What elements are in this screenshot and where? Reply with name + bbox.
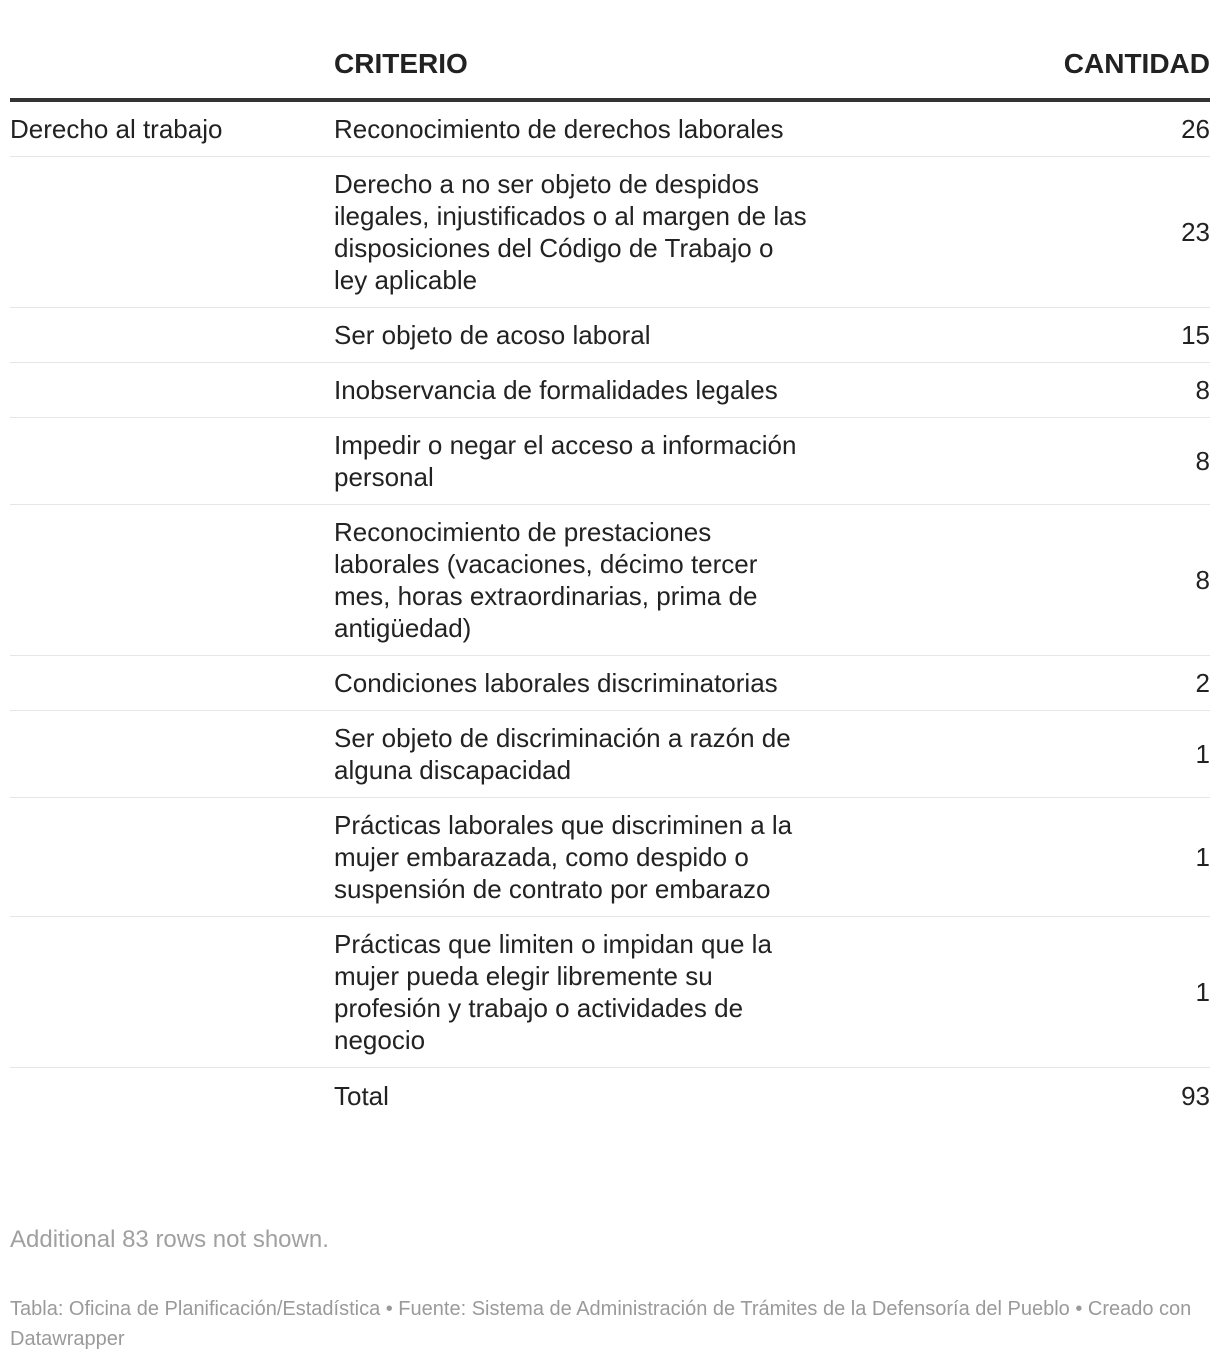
row-criterio	[334, 505, 814, 656]
criterio-text: Inobservancia de formalidades legales	[334, 375, 778, 405]
row-criterio	[334, 100, 814, 157]
table-row	[10, 917, 1210, 1068]
criterio-text: Prácticas que limiten o impidan que la mujer pueda elegir libremente su profesión y trabajo o actividades de negocio	[334, 929, 772, 1055]
row-category	[10, 157, 334, 308]
table-row	[10, 100, 1210, 157]
criterio-text: Reconocimiento de derechos laborales	[334, 114, 784, 144]
row-category	[10, 917, 334, 1068]
table-row	[10, 656, 1210, 711]
criterio-text: Impedir o negar el acceso a información personal	[334, 430, 797, 492]
row-cantidad: 26	[814, 100, 1210, 157]
criterio-text: Ser objeto de acoso laboral	[334, 320, 651, 350]
table-row	[10, 157, 1210, 308]
row-cantidad: 8	[814, 363, 1210, 418]
row-cantidad: 1	[814, 798, 1210, 917]
table-row	[10, 505, 1210, 656]
row-category	[10, 656, 334, 711]
table-row	[10, 711, 1210, 798]
row-criterio	[334, 308, 814, 363]
table-row	[10, 798, 1210, 917]
row-criterio	[334, 656, 814, 711]
column-header-cantidad: CANTIDAD	[814, 0, 1210, 100]
criterio-text: Prácticas laborales que discriminen a la mujer embarazada, como despido o suspensión de contrato por embarazo	[334, 810, 793, 904]
row-cantidad: 1	[814, 917, 1210, 1068]
row-cantidad: 8	[814, 418, 1210, 505]
row-cantidad: 15	[814, 308, 1210, 363]
row-criterio	[334, 157, 814, 308]
table-notes: Additional 83 rows not shown.	[10, 1226, 329, 1253]
row-category	[10, 711, 334, 798]
table-row	[10, 1068, 1210, 1125]
criterio-text: Condiciones laborales discriminatorias	[334, 668, 778, 698]
table-row	[10, 418, 1210, 505]
row-cantidad: 8	[814, 505, 1210, 656]
row-cantidad: 93	[1181, 1081, 1210, 1111]
column-header-category	[10, 0, 334, 100]
table-row	[10, 308, 1210, 363]
source-footer: Tabla: Oficina de Planificación/Estadística • Fuente: Sistema de Administración de Trámites de la Defensoría del Pueblo • Creado con Datawrapper	[10, 1298, 1192, 1350]
row-category	[10, 798, 334, 917]
row-criterio	[334, 1068, 814, 1125]
table-body	[10, 100, 1210, 1124]
table-container	[10, 0, 1210, 1124]
column-header-criterio: CRITERIO	[334, 0, 814, 100]
row-category	[10, 363, 334, 418]
row-criterio	[334, 917, 814, 1068]
row-criterio	[334, 418, 814, 505]
criterio-text: Derecho a no ser objeto de despidos ilegales, injustificados o al margen de las disposiciones del Código de Trabajo o ley aplicable	[334, 169, 807, 295]
row-cantidad: 23	[814, 157, 1210, 308]
row-category: Derecho al trabajo	[10, 100, 334, 157]
row-category	[10, 1068, 334, 1125]
data-table	[10, 0, 1210, 1124]
table-row	[10, 363, 1210, 418]
row-category	[10, 308, 334, 363]
row-category	[10, 505, 334, 656]
row-criterio	[334, 798, 814, 917]
table-header-row	[10, 0, 1210, 100]
row-category	[10, 418, 334, 505]
row-cantidad: 2	[814, 656, 1210, 711]
row-criterio	[334, 363, 814, 418]
criterio-text: Total	[334, 1081, 389, 1111]
row-cantidad: 1	[814, 711, 1210, 798]
row-criterio	[334, 711, 814, 798]
criterio-text: Reconocimiento de prestaciones laborales (vacaciones, décimo tercer mes, horas extraordinarias, prima de antigüedad)	[334, 517, 758, 643]
criterio-text: Ser objeto de discriminación a razón de alguna discapacidad	[334, 723, 791, 785]
